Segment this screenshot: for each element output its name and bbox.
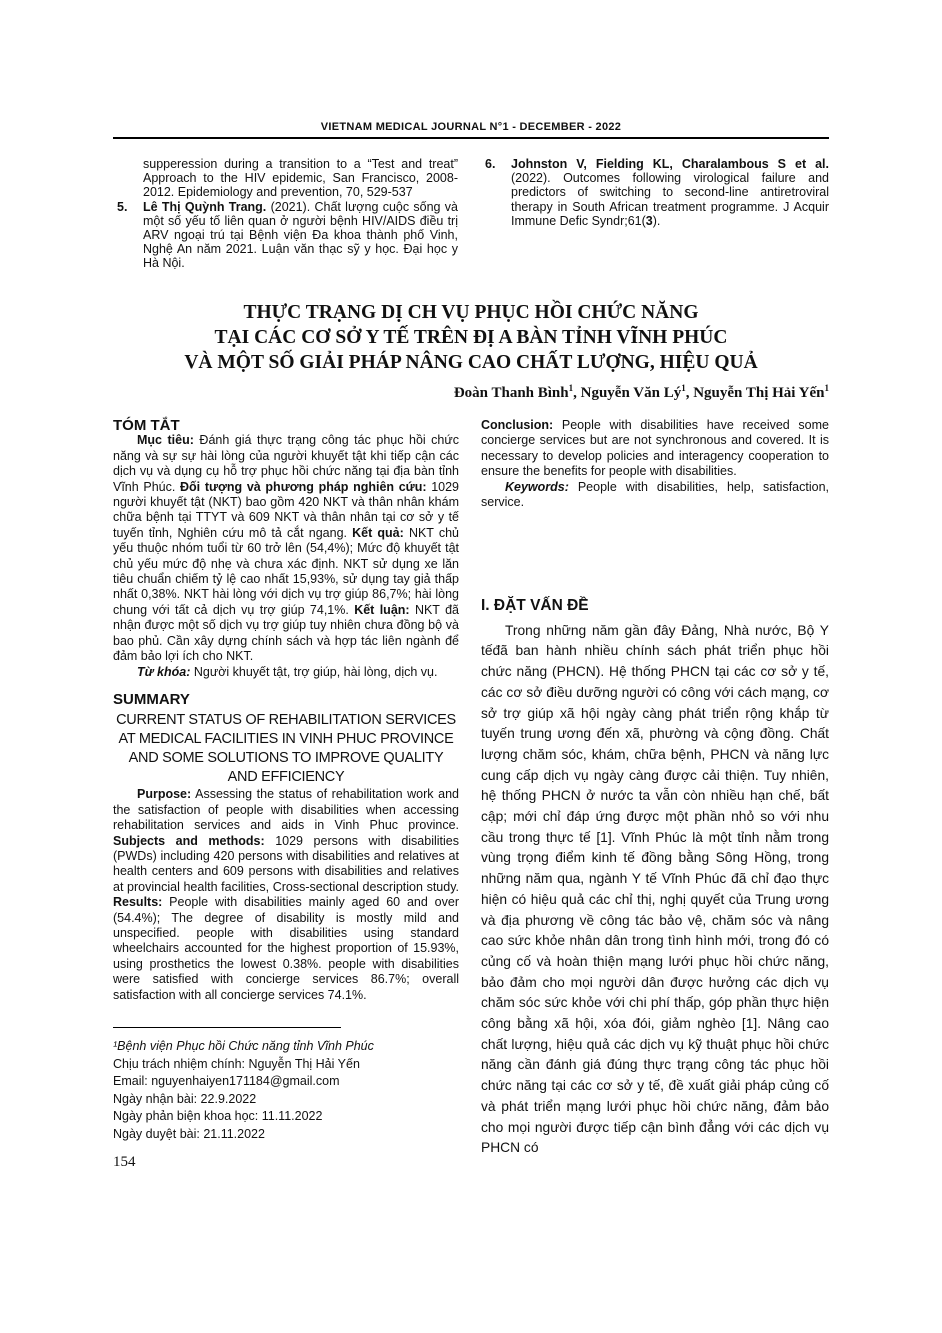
page-number: 154 [113,1154,136,1170]
author-3: Nguyễn Thị Hải Yến [693,385,825,401]
footnote-approved: Ngày duyệt bài: 21.11.2022 [113,1126,265,1141]
summary-body: Purpose: Assessing the status of rehabilitation work and the satisfaction of people with disabilities when accessing rehabilitation services and aids in Vinh Phuc province. Subjects and methods: 1029 persons with disabilities (PWDs) including 420 persons with disabilities and relatives at health centers and 609 persons with disabilities and relatives at provincial health facilities, Cross-sectional description study. Results: People with disabilities mainly aged 60 and over (54.4%); The degree of disability is mostly mild and unspecified. people with disabilities using standard wheelchairs accounted for the highest proportion of 15.93%, using prosthetics the lowest 0.38%. people with disabilities were satisfied with concierge services 86.7%; overall satisfaction with all concierge services 74.1%. [113,787,459,1002]
author-list: Đoàn Thanh Bình$^1$, Nguyễn Văn $Lý^1$, Nguyễn Thị Hải Yến$^1$ [453,383,829,401]
reference-5-author: Lê Thị Quỳnh Trang. [143,199,267,214]
reference-6: 6. Johnston V, Fielding KL, Charalambous S et al. (2022). Outcomes following virological failure and predictors of switching to second-line antiretroviral therapy in South African treatment programme. J Acquir Immune Defic Syndr;61(3). [485,157,829,228]
intro-text: Trong những năm gần đây Đảng, Nhà nước, Bộ Y tếđã ban hành nhiều chính sách phát triển phục hồi chức năng (PHCN). Hệ thống PHCN tại các cơ sở y tế, các cơ sở điều dưỡng người có công với cách mạng, cơ sở trợ giúp xã hội ngày càng phát triển rộng khắp từ tuyến trung ương đến xã, phường và cộng đồng. Chất lượng chăm sóc, khám, chữa bệnh, PHCN và năng lực cung cấp dịch vụ ngày càng được cải thiện. Tuy nhiên, hệ thống PHCN ở nước ta vẫn còn nhiều hạn chế, bất cập; mới chỉ đáp ứng được một phần nhỏ so với nhu cầu trong thực tế [1]. Vĩnh Phúc là một tỉnh nằm trong vùng trọng điểm kinh tế đồng bằng Sông Hồng, trong những năm qua, ngành Y tế Vĩnh Phúc đã chỉ đạo thực hiện có hiệu quả các chỉ thị, nghị quyết của Trung ương và địa phương về công tác bảo vệ, chăm sóc và nâng cao sức khỏe nhân dân trong tình hình mới, trong đó có củng cố và hoàn thiện mạng lưới phục hồi chức năng, bảo đảm cho mọi người dân được hưởng các dịch vụ chăm sóc sức khỏe với chi phí thấp, góp phần thực hiện công bằng xã hội, xóa đói, giảm nghèo [1]. Nâng cao chất lượng, hiệu quả các dịch vụ kỹ thuật phục hồi chức năng cần đánh giá đúng thực trạng công tác phục hồi chức năng tại các cơ sở y tế, đề xuất giải pháp củng cố và phát triển mạng lưới phục hồi chức năng, đảm bảo cho mọi người được tiếp cận bình đẳng với các dịch vụ PHCN có [481,622,829,1156]
references-right [481,157,829,228]
left-column [113,418,459,1003]
title-line-3: VÀ MỘT SỐ GIẢI PHÁP NÂNG CAO CHẤT LƯỢNG, HIỆU QUẢ [184,352,758,373]
author-2: Nguyễn Văn Lý [580,385,682,401]
footnote-email: Email: nguyenhaiyen171184@gmail.com [113,1074,340,1089]
header-rule [113,137,829,139]
right-column-summary [481,418,829,510]
footnote-responsible: Chịu trách nhiệm chính: Nguyễn Thị Hải Yến [113,1056,360,1071]
title-line-2: TẠI CÁC CƠ SỞ Y TẾ TRÊN ĐỊ A BÀN TỈNH VĨNH PHÚC [214,327,728,348]
abstract-body: Mục tiêu: Đánh giá thực trạng công tác phục hồi chức năng và sự sự hài lòng của người khuyết tật khi tiếp cận các dịch vụ và dụng cụ hỗ trợ phục hồi chức năng tại địa bàn tỉnh Vĩnh Phúc. Đối tượng và phương pháp nghiên cứu: 1029 người khuyết tật (NKT) bao gồm 420 NKT và thân nhân khám chữa bệnh tại TTYT và 609 NKT và thân nhân tại cơ sở y tế tuyến tỉnh, Nghiên cứu mô tả cắt ngang. Kết quả: NKT chủ yếu thuộc nhóm tuổi từ 60 trở lên (54,4%); Mức độ khuyết tật chủ yếu mức độ nhẹ và chưa xác định. NKT sử dụng xe lăn tiêu chuẩn chiếm tỷ lệ cao nhất 15,93%, sử dụng tay giả thấp nhất 0,38%. NKT hài lòng với dịch vụ trợ giúp 86,7%; hài lòng chung với tất cả dịch vụ trợ giúp 74,1%. Kết luận: NKT đã nhận được một số dịch vụ trợ giúp tuy nhiên chưa đồng bộ và bao phủ. Cần xây dựng chính sách và hợp tác liên ngành để đảm bảo lợi ích cho NKT. [113,433,460,664]
keywords-en: Keywords: People with disabilities, help, satisfaction, service. [481,479,829,510]
intro-section [481,596,829,1159]
footnote-received: Ngày nhận bài: 22.9.2022 [113,1091,257,1106]
summary-title: CURRENT STATUS OF REHABILITATION SERVICES AT MEDICAL FACILITIES IN VINH PHUC PROVINCE AND SOME SOLUTIONS TO IMPROVE QUALITY AND EFFICIENCY [116,712,456,786]
keywords-vi: Từ khóa: Người khuyết tật, trợ giúp, hài lòng, dịch vụ. [137,664,438,679]
reference-4-tail: supperession during a transition to a “Test and treat” Approach to the HIV epidemic, San Francisco, 2008-2012. Epidemiology and prevention, 70, 529-537 [143,157,458,200]
footnotes [113,1038,453,1144]
footnote-reviewed: Ngày phản biện khoa học: 11.11.2022 [113,1109,323,1124]
summary-body-cont: Conclusion: People with disabilities have received some concierge services but are not synchronous and covered. It is necessary to develop policies and interagency cooperation to ensure the benefits for people with disabilities. [481,418,829,479]
reference-6-author: Johnston V, Fielding KL, Charalambous S et al. [511,157,829,171]
references-left [113,157,458,271]
title-line-1: THỰC TRẠNG DỊ CH VỤ PHỤC HỒI CHỨC NĂNG [243,302,699,323]
author-1: Đoàn Thanh Bình [453,385,569,401]
journal-header: VIETNAM MEDICAL JOURNAL N°1 - DECEMBER - 2022 [320,121,622,133]
intro-heading: I. ĐẶT VẤN ĐỀ [481,597,589,614]
footnote-affiliation: ¹Bệnh viện Phục hồi Chức năng tỉnh Vĩnh Phúc [113,1039,374,1053]
article-title [113,300,829,375]
abstract-heading: TÓM TẮT [113,417,180,434]
summary-heading: SUMMARY [113,690,190,708]
footnote-rule [113,1027,341,1028]
reference-5: 5. Lê Thị Quỳnh Trang. (2021). Chất lượng cuộc sống và một số yếu tố liên quan ở người bệnh HIV/AIDS điều trị ARV ngoại trú tại Bệnh viện Đa khoa thành phố Vinh, Nghệ An năm 2021. Luận văn thạc sỹ y học. Đại học y Hà Nội. [117,199,458,271]
